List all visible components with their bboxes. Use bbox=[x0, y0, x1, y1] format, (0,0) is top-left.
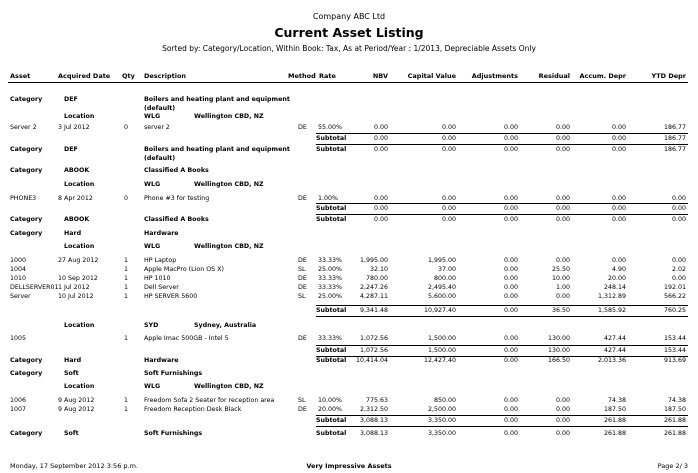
asset-description: server 2 bbox=[144, 124, 170, 131]
location-code: WLG bbox=[144, 181, 161, 188]
asset-id: PHONE3 bbox=[10, 195, 37, 202]
rate: 33.33% bbox=[318, 275, 343, 282]
value-capital: 0.00 bbox=[441, 135, 456, 142]
rate: 1.00% bbox=[318, 195, 339, 202]
value-res: 0.00 bbox=[555, 293, 570, 300]
subtotal-label: Subtotal bbox=[316, 205, 347, 212]
value-accum: 2,013.36 bbox=[597, 357, 626, 364]
col-ytd-depr: YTD Depr bbox=[651, 72, 686, 80]
location-code: SYD bbox=[144, 322, 159, 329]
total-rule bbox=[316, 214, 688, 215]
footer-date: Monday, 17 September 2012 3:56 p.m. bbox=[10, 462, 138, 470]
subtotal-label: Subtotal bbox=[316, 417, 347, 424]
value-adj: 0.00 bbox=[503, 275, 518, 282]
value-accum: 0.00 bbox=[611, 205, 626, 212]
rate: 33.33% bbox=[318, 284, 343, 291]
asset-description: Apple MacPro (Lion OS X) bbox=[144, 266, 224, 273]
acquired-date: 8 Apr 2012 bbox=[58, 195, 93, 202]
value-ytd: 0.00 bbox=[671, 275, 686, 282]
value-res: 10.00 bbox=[551, 275, 570, 282]
method: SL bbox=[298, 266, 306, 273]
subtotal-label: Subtotal bbox=[316, 146, 347, 153]
value-res: 130.00 bbox=[547, 347, 570, 354]
value-res: 36.50 bbox=[551, 307, 570, 314]
value-capital: 3,350.00 bbox=[427, 430, 456, 437]
method: DE bbox=[298, 284, 307, 291]
rate: 55.00% bbox=[318, 124, 343, 131]
acquired-date: 9 Aug 2012 bbox=[58, 406, 95, 413]
value-res: 0.00 bbox=[555, 397, 570, 404]
value-ytd: 261.88 bbox=[663, 430, 686, 437]
value-ytd: 153.44 bbox=[663, 347, 686, 354]
asset-id: 1005 bbox=[10, 335, 27, 342]
category-code: DEF bbox=[64, 146, 78, 153]
report-subtitle: Sorted by: Category/Location, Within Book: Tax, As at Period/Year : 1/2013, Depreciable Assets Only bbox=[162, 44, 536, 53]
value-ytd: 0.00 bbox=[671, 205, 686, 212]
qty: 1 bbox=[124, 284, 129, 291]
value-nbv: 0.00 bbox=[373, 216, 388, 223]
asset-description: Apple Imac 500GB - Intel 5 bbox=[144, 335, 229, 342]
col-acquired-date: Acquired Date bbox=[58, 72, 111, 80]
qty: 1 bbox=[124, 266, 129, 273]
value-nbv: 1,072.56 bbox=[359, 347, 388, 354]
location-label: Location bbox=[64, 383, 95, 390]
category-description: Boilers and heating plant and equipment bbox=[144, 146, 290, 153]
value-res: 25.50 bbox=[551, 266, 570, 273]
method: DE bbox=[298, 335, 307, 342]
category-description: Hardware bbox=[144, 357, 179, 364]
asset-description: HP SERVER 5600 bbox=[144, 293, 198, 300]
category-description: Classified A Books bbox=[144, 167, 209, 174]
rate: 10.00% bbox=[318, 397, 343, 404]
value-nbv: 0.00 bbox=[373, 205, 388, 212]
subtotal-label: Subtotal bbox=[316, 357, 347, 364]
value-res: 0.00 bbox=[555, 406, 570, 413]
value-ytd: 760.25 bbox=[663, 307, 686, 314]
value-nbv: 4,287.11 bbox=[359, 293, 388, 300]
value-adj: 0.00 bbox=[503, 124, 518, 131]
value-capital: 1,500.00 bbox=[427, 335, 456, 342]
value-capital: 800.00 bbox=[433, 275, 456, 282]
value-capital: 850.00 bbox=[433, 397, 456, 404]
value-adj: 0.00 bbox=[503, 284, 518, 291]
location-code: WLG bbox=[144, 383, 161, 390]
value-accum: 0.00 bbox=[611, 135, 626, 142]
value-res: 0.00 bbox=[555, 135, 570, 142]
category-description: Boilers and heating plant and equipment bbox=[144, 96, 290, 103]
location-name: Wellington CBD, NZ bbox=[194, 113, 264, 120]
value-capital: 0.00 bbox=[441, 216, 456, 223]
value-nbv: 0.00 bbox=[373, 135, 388, 142]
qty: 1 bbox=[124, 397, 129, 404]
value-adj: 0.00 bbox=[503, 266, 518, 273]
value-adj: 0.00 bbox=[503, 216, 518, 223]
acquired-date: 10 Sep 2012 bbox=[58, 275, 98, 282]
value-ytd: 153.44 bbox=[663, 335, 686, 342]
value-adj: 0.00 bbox=[503, 257, 518, 264]
col-asset: Asset bbox=[10, 72, 31, 80]
method: DE bbox=[298, 124, 307, 131]
value-res: 0.00 bbox=[555, 146, 570, 153]
value-accum: 1,312.89 bbox=[597, 293, 626, 300]
value-adj: 0.00 bbox=[503, 406, 518, 413]
value-accum: 0.00 bbox=[611, 195, 626, 202]
total-rule bbox=[316, 144, 688, 145]
asset-description: HP Laptop bbox=[144, 257, 177, 264]
acquired-date: 9 Aug 2012 bbox=[58, 397, 95, 404]
category-label: Category bbox=[10, 430, 43, 437]
value-ytd: 913.69 bbox=[663, 357, 686, 364]
rate: 33.33% bbox=[318, 335, 343, 342]
category-code: Hard bbox=[64, 230, 82, 237]
value-adj: 0.00 bbox=[503, 357, 518, 364]
value-nbv: 2,312.50 bbox=[359, 406, 388, 413]
location-code: WLG bbox=[144, 113, 161, 120]
asset-description: Phone #3 for testing bbox=[144, 195, 210, 202]
method: DE bbox=[298, 257, 307, 264]
value-adj: 0.00 bbox=[503, 347, 518, 354]
value-ytd: 2.02 bbox=[671, 266, 686, 273]
asset-id: DELLSERVER01 bbox=[10, 284, 59, 291]
subtotal-label: Subtotal bbox=[316, 135, 347, 142]
asset-id: Server bbox=[10, 293, 31, 300]
location-code: WLG bbox=[144, 243, 161, 250]
value-adj: 0.00 bbox=[503, 205, 518, 212]
category-code: ABOOK bbox=[64, 167, 90, 174]
location-name: Wellington CBD, NZ bbox=[194, 243, 264, 250]
location-label: Location bbox=[64, 113, 95, 120]
value-ytd: 186.77 bbox=[663, 124, 686, 131]
value-adj: 0.00 bbox=[503, 397, 518, 404]
value-capital: 10,927.40 bbox=[423, 307, 456, 314]
value-ytd: 0.00 bbox=[671, 216, 686, 223]
value-adj: 0.00 bbox=[503, 335, 518, 342]
value-capital: 3,350.00 bbox=[427, 417, 456, 424]
location-name: Wellington CBD, NZ bbox=[194, 383, 264, 390]
value-nbv: 1,072.56 bbox=[359, 335, 388, 342]
value-accum: 4.90 bbox=[611, 266, 626, 273]
col-adjustments: Adjustments bbox=[471, 72, 518, 80]
value-nbv: 780.00 bbox=[365, 275, 388, 282]
value-nbv: 0.00 bbox=[373, 195, 388, 202]
value-nbv: 3,088.13 bbox=[359, 417, 388, 424]
subtotal-label: Subtotal bbox=[316, 216, 347, 223]
company-name: Company ABC Ltd bbox=[312, 12, 386, 21]
value-ytd: 0.00 bbox=[671, 195, 686, 202]
category-code: Soft bbox=[64, 370, 79, 377]
category-code: Hard bbox=[64, 357, 82, 364]
value-accum: 261.88 bbox=[603, 430, 626, 437]
value-nbv: 1,995.00 bbox=[359, 257, 388, 264]
header-rule bbox=[8, 82, 688, 83]
qty: 0 bbox=[124, 195, 129, 202]
value-ytd: 186.77 bbox=[663, 146, 686, 153]
value-res: 1.00 bbox=[555, 284, 570, 291]
rate: 33.33% bbox=[318, 257, 343, 264]
category-code: DEF bbox=[64, 96, 78, 103]
method: DE bbox=[298, 275, 307, 282]
value-accum: 0.00 bbox=[611, 124, 626, 131]
asset-id: 1000 bbox=[10, 257, 27, 264]
value-accum: 74.38 bbox=[607, 397, 626, 404]
total-rule bbox=[316, 203, 688, 204]
value-res: 0.00 bbox=[555, 216, 570, 223]
rate: 25.00% bbox=[318, 293, 343, 300]
value-accum: 0.00 bbox=[611, 216, 626, 223]
value-accum: 187.50 bbox=[603, 406, 626, 413]
qty: 1 bbox=[124, 275, 129, 282]
category-description: (default) bbox=[144, 105, 176, 112]
value-res: 0.00 bbox=[555, 124, 570, 131]
category-description: Soft Furnishings bbox=[144, 430, 203, 437]
value-capital: 0.00 bbox=[441, 124, 456, 131]
qty: 1 bbox=[124, 257, 129, 264]
value-capital: 2,500.00 bbox=[427, 406, 456, 413]
asset-description: HP 1010 bbox=[144, 275, 171, 282]
value-capital: 1,995.00 bbox=[427, 257, 456, 264]
asset-id: 1006 bbox=[10, 397, 27, 404]
value-ytd: 0.00 bbox=[671, 257, 686, 264]
value-ytd: 566.22 bbox=[663, 293, 686, 300]
value-nbv: 0.00 bbox=[373, 124, 388, 131]
value-adj: 0.00 bbox=[503, 307, 518, 314]
value-ytd: 261.88 bbox=[663, 417, 686, 424]
value-capital: 0.00 bbox=[441, 146, 456, 153]
asset-description: Freedom Reception Desk Black bbox=[144, 406, 242, 413]
location-name: Wellington CBD, NZ bbox=[194, 181, 264, 188]
footer-page: Page 2/ 3 bbox=[657, 462, 688, 470]
value-capital: 2,495.40 bbox=[427, 284, 456, 291]
value-capital: 0.00 bbox=[441, 205, 456, 212]
total-rule bbox=[316, 316, 688, 317]
category-description: Soft Furnishings bbox=[144, 370, 203, 377]
value-res: 0.00 bbox=[555, 417, 570, 424]
col-capital-value: Capital Value bbox=[407, 72, 456, 80]
value-res: 0.00 bbox=[555, 257, 570, 264]
location-name: Sydney, Australia bbox=[194, 322, 257, 329]
total-rule bbox=[316, 345, 688, 346]
asset-id: 1004 bbox=[10, 266, 27, 273]
value-nbv: 0.00 bbox=[373, 146, 388, 153]
category-code: ABOOK bbox=[64, 216, 90, 223]
category-label: Category bbox=[10, 357, 43, 364]
location-label: Location bbox=[64, 322, 95, 329]
subtotal-label: Subtotal bbox=[316, 307, 347, 314]
value-res: 130.00 bbox=[547, 335, 570, 342]
value-capital: 1,500.00 bbox=[427, 347, 456, 354]
value-ytd: 187.50 bbox=[663, 406, 686, 413]
value-adj: 0.00 bbox=[503, 430, 518, 437]
value-ytd: 186.77 bbox=[663, 135, 686, 142]
total-rule bbox=[316, 415, 688, 416]
value-adj: 0.00 bbox=[503, 417, 518, 424]
value-ytd: 192.01 bbox=[663, 284, 686, 291]
col-description: Description bbox=[144, 72, 187, 80]
subtotal-label: Subtotal bbox=[316, 430, 347, 437]
qty: 1 bbox=[124, 406, 129, 413]
asset-id: Server 2 bbox=[10, 124, 37, 131]
value-nbv: 10,414.04 bbox=[355, 357, 388, 364]
value-accum: 248.14 bbox=[603, 284, 626, 291]
category-label: Category bbox=[10, 96, 43, 103]
asset-description: Freedom Sofa 2 Seater for reception area bbox=[144, 397, 275, 404]
value-accum: 20.00 bbox=[607, 275, 626, 282]
value-capital: 5,600.00 bbox=[427, 293, 456, 300]
total-rule bbox=[316, 133, 688, 134]
col-nbv: NBV bbox=[372, 72, 388, 80]
value-nbv: 9,341.48 bbox=[359, 307, 388, 314]
category-label: Category bbox=[10, 370, 43, 377]
col-rate: Rate bbox=[319, 72, 336, 80]
category-description: Hardware bbox=[144, 230, 179, 237]
col-residual: Residual bbox=[538, 72, 570, 80]
value-ytd: 74.38 bbox=[667, 397, 686, 404]
col-method: Method bbox=[288, 72, 316, 80]
report-title: Current Asset Listing bbox=[274, 25, 424, 40]
acquired-date: 3 Jul 2012 bbox=[58, 124, 90, 131]
category-description: Classified A Books bbox=[144, 216, 209, 223]
asset-description: Dell Server bbox=[144, 284, 179, 291]
value-accum: 0.00 bbox=[611, 257, 626, 264]
value-adj: 0.00 bbox=[503, 135, 518, 142]
asset-id: 1007 bbox=[10, 406, 27, 413]
subtotal-label: Subtotal bbox=[316, 347, 347, 354]
value-res: 0.00 bbox=[555, 195, 570, 202]
value-nbv: 32.10 bbox=[369, 266, 388, 273]
qty: 1 bbox=[124, 293, 129, 300]
col-qty: Qty bbox=[122, 72, 135, 80]
value-capital: 12,427.40 bbox=[423, 357, 456, 364]
category-description: (default) bbox=[144, 155, 176, 162]
acquired-date: 27 Aug 2012 bbox=[58, 257, 99, 264]
value-adj: 0.00 bbox=[503, 293, 518, 300]
rate: 25.00% bbox=[318, 266, 343, 273]
value-capital: 0.00 bbox=[441, 195, 456, 202]
acquired-date: 1 Jul 2012 bbox=[58, 284, 90, 291]
acquired-date: 10 Jul 2012 bbox=[58, 293, 94, 300]
method: SL bbox=[298, 397, 306, 404]
value-accum: 0.00 bbox=[611, 146, 626, 153]
value-adj: 0.00 bbox=[503, 146, 518, 153]
value-accum: 1,585.92 bbox=[597, 307, 626, 314]
value-res: 166.50 bbox=[547, 357, 570, 364]
value-capital: 37.00 bbox=[437, 266, 456, 273]
footer-title: Very Impressive Assets bbox=[306, 462, 392, 470]
method: DE bbox=[298, 195, 307, 202]
category-label: Category bbox=[10, 146, 43, 153]
value-accum: 261.88 bbox=[603, 417, 626, 424]
method: SL bbox=[298, 293, 306, 300]
col-accum-depr: Accum. Depr bbox=[579, 72, 626, 80]
value-accum: 427.44 bbox=[603, 347, 626, 354]
total-rule bbox=[316, 426, 688, 427]
value-res: 0.00 bbox=[555, 205, 570, 212]
rate: 20.00% bbox=[318, 406, 343, 413]
value-nbv: 775.63 bbox=[365, 397, 388, 404]
category-code: Soft bbox=[64, 430, 79, 437]
category-label: Category bbox=[10, 167, 43, 174]
asset-id: 1010 bbox=[10, 275, 27, 282]
category-label: Category bbox=[10, 230, 43, 237]
method: DE bbox=[298, 406, 307, 413]
value-nbv: 2,247.26 bbox=[359, 284, 388, 291]
value-nbv: 3,088.13 bbox=[359, 430, 388, 437]
qty: 1 bbox=[124, 335, 129, 342]
location-label: Location bbox=[64, 243, 95, 250]
location-label: Location bbox=[64, 181, 95, 188]
value-res: 0.00 bbox=[555, 430, 570, 437]
total-rule bbox=[316, 305, 688, 306]
value-adj: 0.00 bbox=[503, 195, 518, 202]
value-accum: 427.44 bbox=[603, 335, 626, 342]
qty: 0 bbox=[124, 124, 129, 131]
category-label: Category bbox=[10, 216, 43, 223]
